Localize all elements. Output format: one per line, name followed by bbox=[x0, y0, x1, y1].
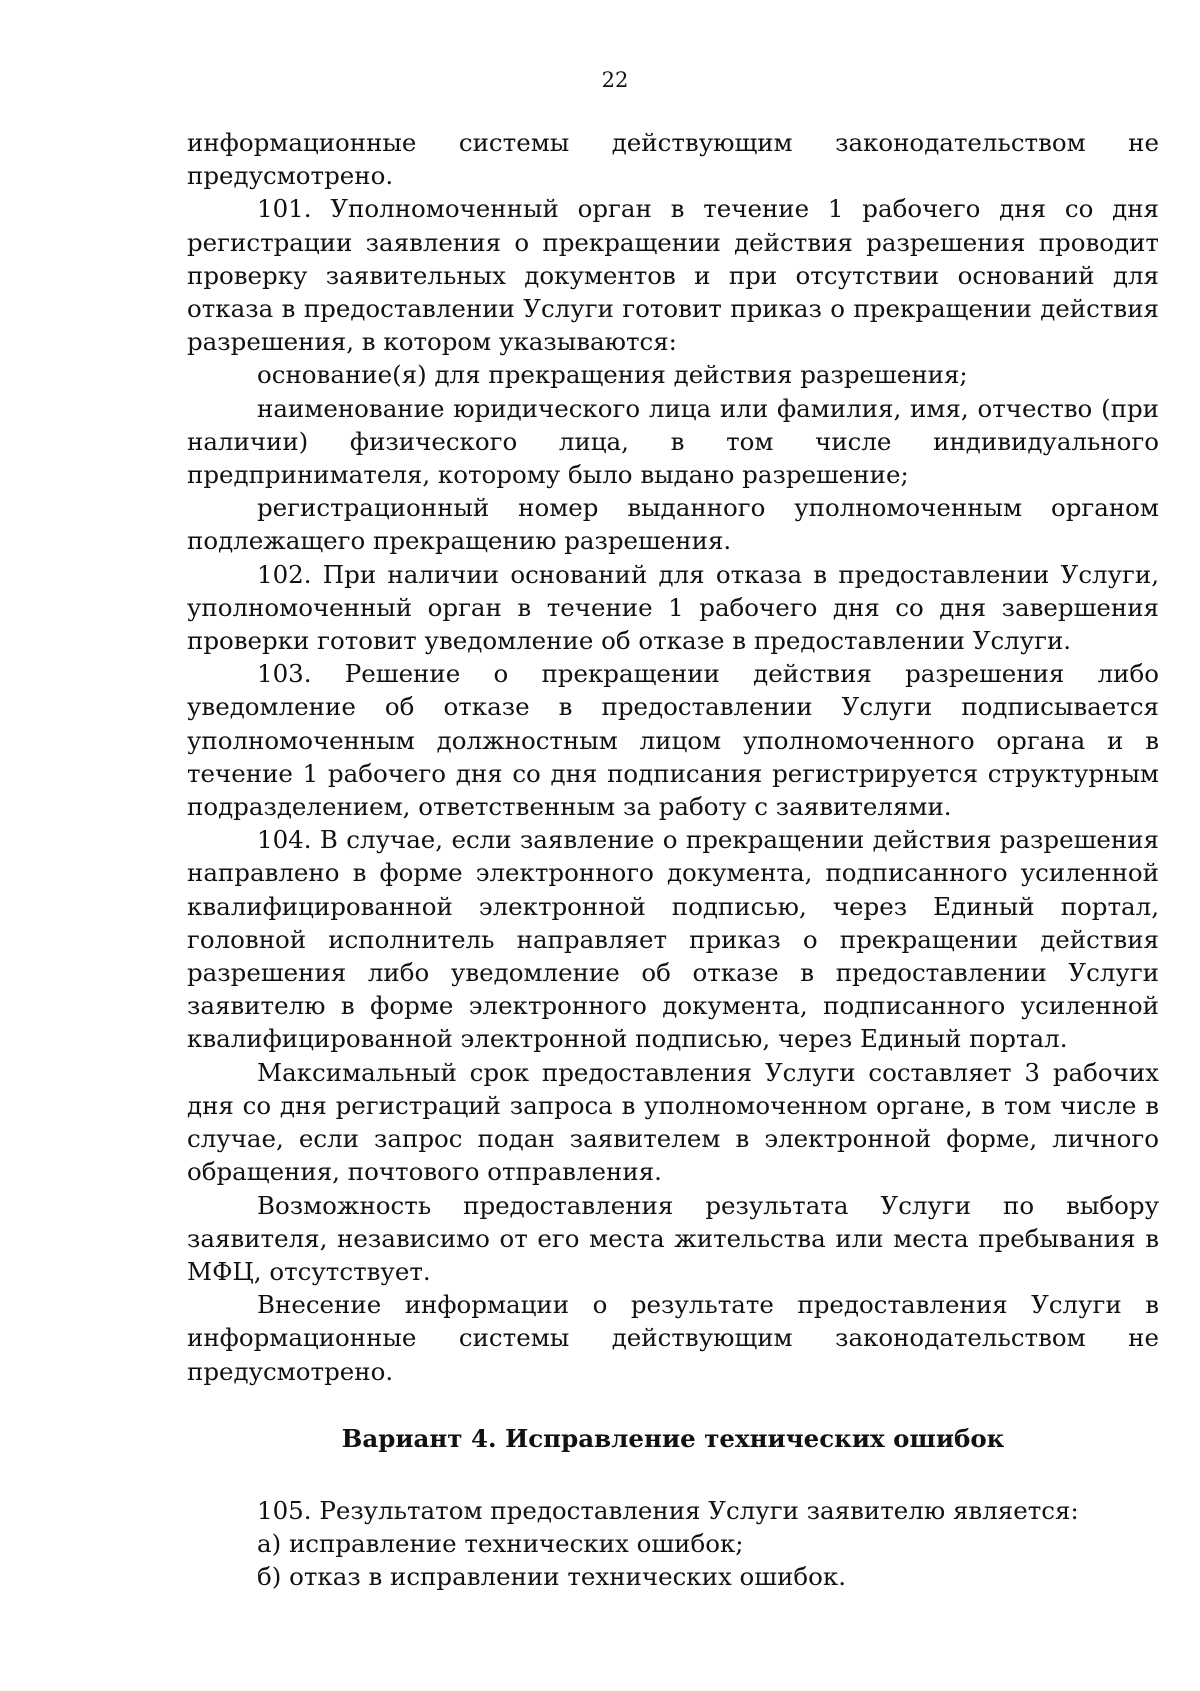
section-heading: Вариант 4. Исправление технических ошибок bbox=[341, 1424, 1005, 1453]
body-text bbox=[187, 126, 1159, 1388]
paragraph-max-term: Максимальный срок предоставления Услуги составляет 3 рабочих дня со дня регистраций запроса в уполномоченном органе, в том числе в случае, если запрос подан заявителем в электронной форме, личного обращения, почтового отправления. bbox=[187, 1057, 1159, 1187]
paragraph-103: 103. Решение о прекращении действия разрешения либо уведомление об отказе в предоставлении Услуги подписывается уполномоченным должностным лицом уполномоченного органа и в течение 1 рабочего дня со дня подписания регистрируется структурным подразделением, ответственным за работу с заявителями. bbox=[187, 659, 1159, 822]
paragraph-continuation: информационные системы действующим законодательством не предусмотрено. bbox=[187, 128, 1159, 191]
list-item-b: б) отказ в исправлении технических ошибок. bbox=[257, 1562, 847, 1592]
paragraph-mfc: Возможность предоставления результата Услуги по выбору заявителя, независимо от его места жительства или места пребывания в МФЦ, отсутствует. bbox=[187, 1190, 1159, 1286]
paragraph-grounds: основание(я) для прекращения действия разрешения; bbox=[257, 360, 968, 390]
paragraph-104: 104. В случае, если заявление о прекращении действия разрешения направлено в форме электронного документа, подписанного усиленной квалифицированной электронной подписью, через Единый портал, головной исполнитель направляет приказ о прекращении действия разрешения либо уведомление об отказе в предоставлении Услуги заявителю в форме электронного документа, подписанного усиленной квалифицированной электронной подписью, через Единый портал. bbox=[187, 825, 1159, 1054]
section-4-text bbox=[187, 1494, 1159, 1594]
paragraph-101: 101. Уполномоченный орган в течение 1 рабочего дня со дня регистрации заявления о прекращении действия разрешения проводит проверку заявительных документов и при отсутствии оснований для отказа в предоставлении Услуги готовит приказ о прекращении действия разрешения, в котором указываются: bbox=[187, 194, 1159, 357]
paragraph-holder-name: наименование юридического лица или фамилия, имя, отчество (при наличии) физического лица, в том числе индивидуального предпринимателя, которому было выдано разрешение; bbox=[187, 393, 1159, 490]
paragraph-102: 102. При наличии оснований для отказа в предоставлении Услуги, уполномоченный орган в течение 1 рабочего дня со дня завершения проверки готовит уведомление об отказе в предоставлении Услуги. bbox=[187, 559, 1159, 656]
paragraph-registration-number: регистрационный номер выданного уполномоченным органом подлежащего прекращению разрешения. bbox=[187, 493, 1159, 556]
list-item-a: а) исправление технических ошибок; bbox=[257, 1529, 744, 1559]
page-number: 22 bbox=[601, 68, 629, 92]
paragraph-info-systems: Внесение информации о результате предоставления Услуги в информационные системы действующим законодательством не предусмотрено. bbox=[187, 1290, 1159, 1386]
paragraph-105: 105. Результатом предоставления Услуги заявителю является: bbox=[257, 1496, 1079, 1525]
